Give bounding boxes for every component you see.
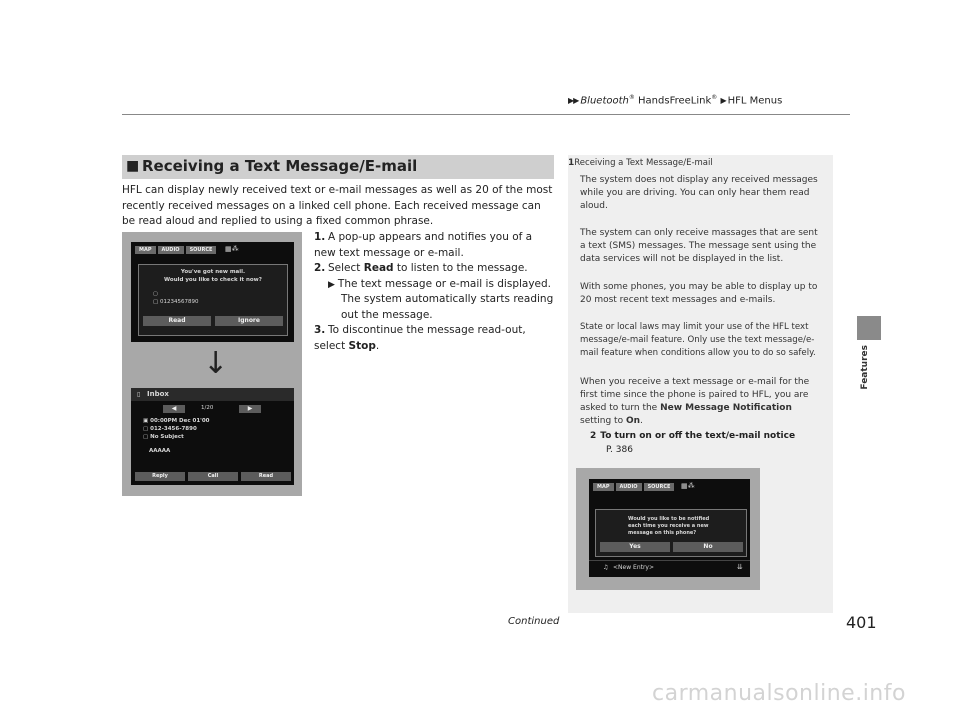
- cross-reference-link[interactable]: [590, 431, 795, 441]
- note-heading-text: Receiving a Text Message/E-mail: [574, 158, 713, 168]
- setting-value: On: [625, 416, 641, 426]
- note-paragraph-2: The system can only receive massages that are sent a text (SMS) messages. The message sent using the data services will not be displayed in the list.: [580, 228, 818, 264]
- map-tab: MAP: [593, 483, 614, 491]
- step-result-text: The text message or e-mail is displayed.: [337, 278, 552, 290]
- inbox-title: Inbox: [147, 390, 169, 398]
- screen-tabs: [593, 483, 674, 491]
- new-entry-row[interactable]: [589, 560, 750, 575]
- section-header: [122, 155, 554, 179]
- yes-button[interactable]: Yes: [600, 542, 670, 552]
- setting-name: New Message Notification: [660, 403, 792, 413]
- cross-reference-page[interactable]: P. 386: [606, 445, 633, 455]
- side-tab-label: Features: [860, 345, 870, 390]
- step-text: to listen to the message.: [393, 262, 528, 274]
- note-text: .: [640, 416, 643, 426]
- message-phone: 012-3456-7890: [150, 426, 197, 432]
- step-3: [314, 323, 554, 354]
- audio-tab: AUDIO: [616, 483, 642, 491]
- ignore-button[interactable]: Ignore: [215, 316, 283, 326]
- phone-icon: ▢: [153, 299, 160, 305]
- note-paragraph-3: With some phones, you may be able to display up to 20 most recent text messages and e-mails.: [580, 282, 818, 305]
- watermark: carmanualsonline.info: [652, 681, 906, 706]
- dialog-line-1: You've got new mail.: [180, 269, 246, 275]
- new-mail-dialog: [138, 264, 288, 336]
- message-phone-row: [143, 426, 197, 432]
- scroll-down-icon[interactable]: ⇊: [737, 563, 743, 571]
- inbox-screen: [131, 388, 294, 485]
- section-tab-marker: [857, 316, 881, 340]
- dialog-line-2: Would you like to check it now?: [164, 277, 262, 283]
- step-number: 2.: [314, 262, 326, 274]
- step-2-result-2: [341, 292, 554, 323]
- inbox-icon: ▯: [137, 391, 141, 398]
- sender-row: [153, 299, 198, 305]
- subject-icon: ▢: [143, 434, 151, 440]
- map-tab: MAP: [135, 246, 156, 254]
- message-datetime: 00:00PM Dec 01'00: [150, 418, 210, 424]
- message-icon: ▢: [153, 291, 158, 297]
- note-paragraph-5: [580, 376, 825, 428]
- chevron-right-icon: ▶: [720, 96, 726, 106]
- breadcrumb: [568, 94, 782, 106]
- note-paragraph-1: The system does not display any received messages while you are driving. You can only hear them read aloud.: [580, 175, 818, 211]
- new-mail-screen: [131, 242, 294, 342]
- step-text: Select: [328, 262, 364, 274]
- clock-icon: ▣: [143, 418, 151, 424]
- sender-number: 01234567890: [159, 299, 199, 305]
- source-tab: SOURCE: [186, 246, 217, 254]
- step-2: [314, 261, 554, 277]
- message-subject: No Subject: [150, 434, 184, 440]
- section-title: Receiving a Text Message/E-mail: [142, 157, 418, 175]
- step-result-text: The system automatically starts reading out the message.: [341, 293, 554, 321]
- phone-status-icon: ▦⁂: [225, 245, 239, 253]
- screen-tabs: [135, 246, 216, 254]
- note-text: setting to: [580, 416, 626, 426]
- no-button[interactable]: No: [673, 542, 743, 552]
- message-counter: 1/20: [201, 405, 214, 411]
- breadcrumb-bluetooth: Bluetooth: [580, 95, 629, 107]
- step-text: A pop-up appears and notifies you of a new text message or e-mail.: [314, 231, 533, 259]
- call-button[interactable]: Call: [188, 472, 238, 481]
- breadcrumb-hfl: HandsFreeLink: [634, 95, 712, 107]
- result-arrow-icon: ▶: [328, 280, 335, 290]
- note-heading: [568, 158, 713, 168]
- note-icon: 1: [568, 158, 575, 168]
- step-number: 3.: [314, 324, 326, 336]
- inbox-title-bar: [131, 388, 294, 401]
- phone-status-icon: ▦⁂: [681, 482, 695, 490]
- breadcrumb-hfl-menus: HFL Menus: [727, 95, 783, 107]
- dialog-line-3: message on this phone?: [628, 530, 697, 536]
- next-message-button[interactable]: ▶: [239, 405, 261, 413]
- header-divider: [122, 114, 850, 115]
- read-button[interactable]: Read: [241, 472, 291, 481]
- notification-screen: [589, 479, 750, 577]
- dialog-line-1: Would you like to be notified: [628, 516, 710, 522]
- new-entry-label: <New Entry>: [613, 564, 655, 571]
- message-datetime-row: [143, 418, 210, 424]
- read-button[interactable]: Read: [143, 316, 211, 326]
- registered-mark: ®: [711, 94, 718, 101]
- message-subject-row: [143, 434, 184, 440]
- note-paragraph-4: State or local laws may limit your use of the HFL text message/e-mail feature. Only use the text message/e-mail feature when conditions allow you to do so safely.: [580, 322, 816, 358]
- chevron-right-icon: ▶▶: [568, 96, 579, 106]
- phone-icon: ▢: [143, 426, 151, 432]
- step-1: [314, 230, 554, 261]
- cross-reference-icon: 2: [590, 431, 597, 441]
- cross-reference-title: To turn on or off the text/e-mail notice: [600, 431, 796, 441]
- continued-label: Continued: [508, 616, 560, 627]
- page-number: 401: [846, 613, 877, 632]
- down-arrow-icon: ↓: [203, 346, 229, 381]
- step-number: 1.: [314, 231, 326, 243]
- dialog-line-2: each time you receive a new: [628, 523, 709, 529]
- audio-tab: AUDIO: [158, 246, 184, 254]
- message-body: AAAAA: [149, 448, 171, 454]
- stop-term: Stop: [348, 339, 376, 352]
- step-text: To discontinue the message read-out, select: [314, 324, 526, 352]
- previous-message-button[interactable]: ◀: [163, 405, 185, 413]
- source-tab: SOURCE: [644, 483, 675, 491]
- read-term: Read: [363, 262, 394, 274]
- registered-mark: ®: [628, 94, 635, 101]
- contact-icon: ♫: [603, 564, 609, 571]
- intro-paragraph: HFL can display newly received text or e-mail messages as well as 20 of the most recently received messages on a linked cell phone. Each received message can be read aloud and replied to using a fixed common phrase.: [122, 184, 553, 227]
- note-text: When you receive a text message or e-mail for the first time since the phone is paired to HFL, you are asked to turn the: [580, 377, 810, 413]
- square-bullet-icon: ■: [126, 158, 140, 174]
- step-text: .: [375, 339, 380, 352]
- reply-button[interactable]: Reply: [135, 472, 185, 481]
- notification-dialog: [595, 509, 747, 557]
